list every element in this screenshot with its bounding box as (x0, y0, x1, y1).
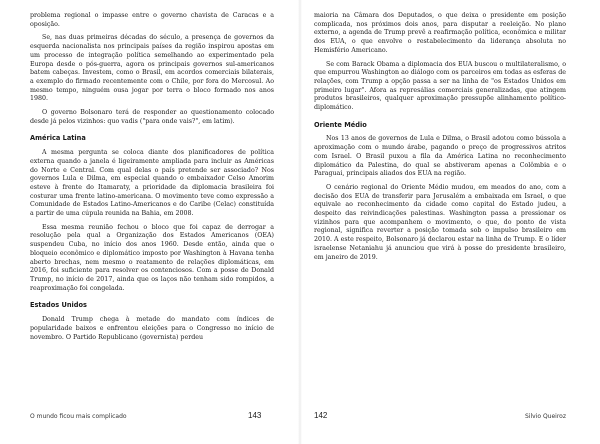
paragraph: maioria na Câmara dos Deputados, o que deixa o presidente em posição complicada, nos próximos dois anos, para disputar a reeleição. No plano externo, a agenda de Trump prevê a reafirmação política, econômica e militar dos EUA, o que envolve o restabelecimento da liderança absoluta no Hemisfério Americano. (314, 12, 566, 54)
paragraph: O cenário regional do Oriente Médio mudou, em meados do ano, com a decisão dos EUA de transferir para Jerusalém a embaixada em Israel, o que equivale ao reconhecimento da cidade como capital do Estado judeu, a despeito das reivindicações palestinas. Washington passa a pressionar os vizinhos para que acompanhem o movimento, o que, do ponto de vista regional, significa reverter a posição tomada sob o impulso brasileiro em 2010. A este respeito, Bolsonaro já declarou estar na linha de Trump. E o líder israelense Netaniahu já anunciou que virá à posse do presidente brasileiro, em janeiro de 2019. (314, 183, 566, 261)
page-number: 142 (314, 411, 328, 420)
paragraph: Se, nas duas primeiras décadas do século, a presença de governos da esquerda nacionalista nos principais países da região inspirou apostas em um processo de integração política semelhando ao experimentado pela Europa desde o pós-guerra, agora os principais governos sul-americanos batem cabeças. Investem, como o Brasil, em acordos comerciais bilaterais, a exemplo do firmado recentemente com o Chile, por fora do Mercosul. Ao mesmo tempo, ninguém ousa jogar por terra o bloco formado nos anos 1980. (30, 34, 274, 103)
paragraph: problema regional o impasse entre o governo chavista de Caracas e a oposição. (30, 12, 274, 28)
paragraph: A mesma pergunta se coloca diante dos planificadores de política externa quando a janela é ligeiramente ampliada para incluir as Américas do Norte e Central. Com qual delas o país pretende ser associado? Nos governos Lula e Dilma, em especial quando o embaixador Celso Amorim esteve à frente do Itamaraty, a prioridade da diplomacia brasileira foi costurar uma frente latino-americana. O movimento teve como expressão a Comunidade de Estados Latino-Americanos e do Caribe (Celac) constituída a partir de uma cúpula reunida na Bahia, em 2008. (30, 149, 274, 218)
paragraph: O governo Bolsonaro terá de responder ao questionamento colocado desde já pelos vizinhos: quo vadis ("para onde vais?", em latim). (30, 109, 274, 125)
page-number: 143 (248, 411, 262, 420)
section-heading: Oriente Médio (314, 120, 367, 129)
paragraph: Essa mesma reunião fechou o bloco que foi capaz de derrogar a resolução pela qual a Organização dos Estados Americanos (OEA) suspendeu Cuba, no início dos anos 1960. Desde então, ainda que o bloqueio econômico e diplomático imposto por Washington à Havana tenha aberto brechas, nem mesmo o reatamento de relações diplomáticas, em 2016, foi suficiente para resolver os contenciosos. Com a posse de Donald Trump, no início de 2017, ainda que os laços não tenham sido rompidos, a reaproximação foi congelada. (30, 223, 274, 292)
right-page (300, 0, 600, 444)
section-heading: Estados Unidos (30, 301, 87, 310)
paragraph: Nos 13 anos de governos de Lula e Dilma, o Brasil adotou como bússola a aproximação com o mundo árabe, pagando o preço de progressivos atritos com Israel. O Brasil puxou a fila da América Latina no reconhecimento diplomático da Palestina, do qual se abstiveram apenas a Colômbia e o Paraguai, principais aliados dos EUA na região. (314, 135, 566, 178)
running-footer: Silvio Queiroz (525, 413, 566, 420)
paragraph: Donald Trump chega à metade do mandato com índices de popularidade baixos e enfrentou eleições para o Congresso no início de novembro. O Partido Republicano (governista) perdeu (30, 316, 274, 341)
left-text-column (30, 12, 274, 347)
right-text-column (314, 12, 566, 267)
paragraph: Se com Barack Obama a diplomacia dos EUA buscou o multilateralismo, o que empurrou Washington ao diálogo com os parceiros em todas as esferas de relações, com Trump a opção passa a ser na linha de "os Estados Unidos em primeiro lugar". Afora as represálias comerciais generalizadas, que atingem produtos brasileiros, qualquer aproximação pressupõe alinhamento político-diplomático. (314, 60, 566, 112)
section-heading: América Latina (30, 134, 86, 143)
running-footer: O mundo ficou mais complicado (30, 413, 127, 420)
